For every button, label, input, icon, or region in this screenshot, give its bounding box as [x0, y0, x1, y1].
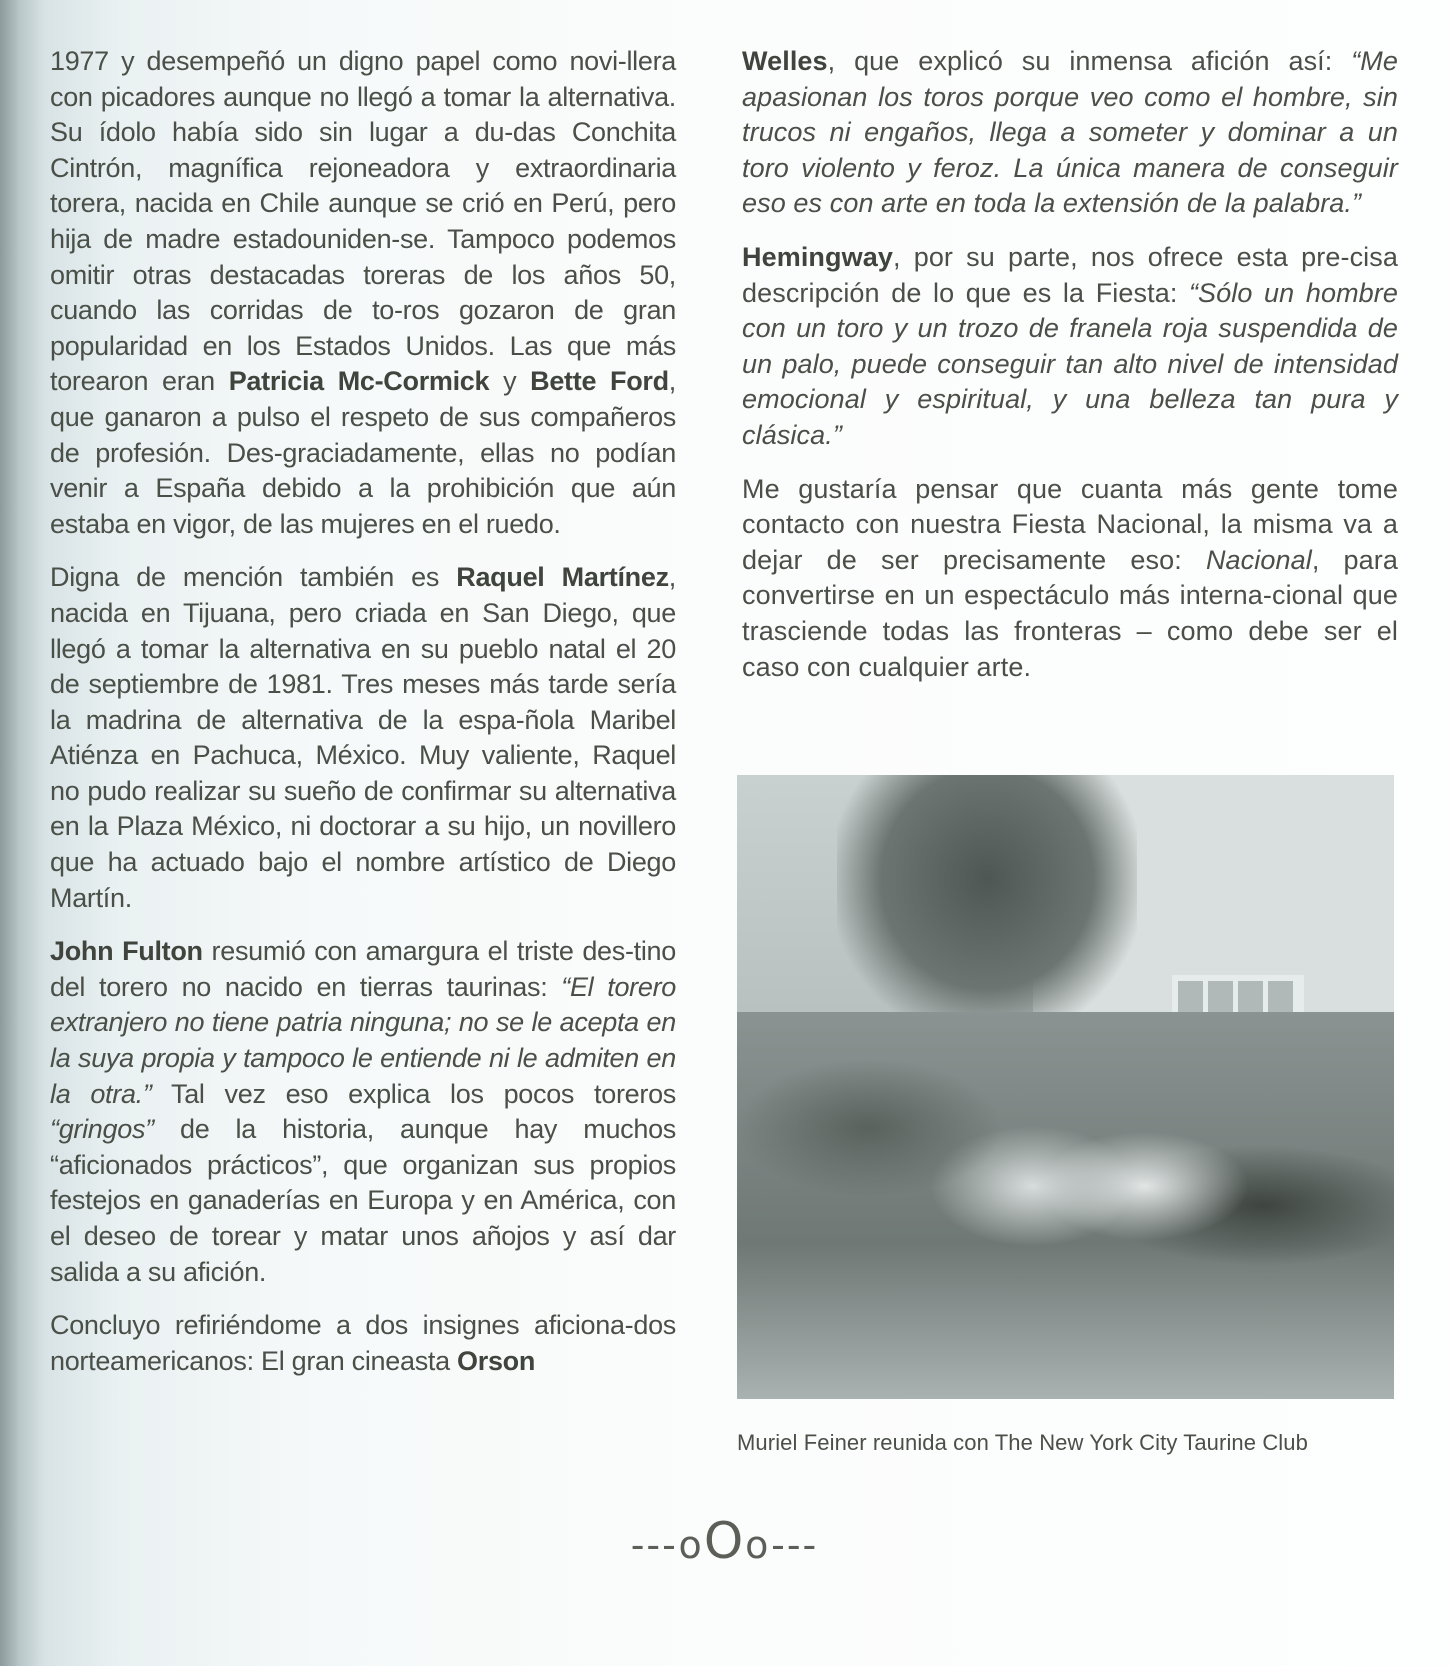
paragraph: 1977 y desempeñó un digno papel como novi-llera con picadores aunque no llegó a tomar la alternativa. Su ídolo había sido sin lugar a du-das Conchita Cintrón, magnífica rejoneadora y extraordinaria torera, nacida en Chile aunque se crió en Perú, pero hija de madre estadouniden-se. Tampoco podemos omitir otras destacadas toreras de los años 50, cuando las corridas de to-ros gozaron de gran popularidad en los Estados Unidos. Las que más torearon eran Patricia Mc-Cormick y Bette Ford, que ganaron a pulso el respeto de sus compañeros de profesión. Des-graciadamente, ellas no podían venir a España debido a la prohibición que aún estaba en vigor, de las mujeres en el ruedo.	[50, 46, 676, 539]
paragraph: Welles, que explicó su inmensa afición así: “Me apasionan los toros porque veo como el hombre, sin trucos ni engaños, llega a someter y dominar a un toro violento y feroz. La única manera de conseguir eso es con arte en toda la extensión de la palabra.”	[742, 46, 1398, 219]
name-orson: Orson	[457, 1345, 536, 1376]
name-hemingway: Hemingway	[742, 241, 893, 272]
group-photo	[737, 775, 1394, 1399]
paragraph: Hemingway, por su parte, nos ofrece esta pre-cisa descripción de lo que es la Fiesta: “Sólo un hombre con un toro y un trozo de franela roja suspendida de un palo, puede conseguir tan alto nivel de intensidad emocional y espiritual, y una belleza tan pura y clásica.”	[742, 241, 1398, 450]
quote: “Sólo un hombre con un toro y un trozo de franela roja suspendida de un palo, puede conseguir tan alto nivel de intensidad emocional y espiritual, y una belleza tan pura y clásica.”	[742, 277, 1398, 450]
paragraph: Digna de mención también es Raquel Martínez, nacida en Tijuana, pero criada en San Diego, que llegó a tomar la alternativa en su pueblo natal el 20 de septiembre de 1981. Tres meses más tarde sería la madrina de alternativa de la espa-ñola Maribel Atiénza en Pachuca, México. Muy valiente, Raquel no pudo realizar su sueño de confirmar su alternativa en la Plaza México, ni doctorar a su hijo, un novillero que ha actuado bajo el nombre artístico de Diego Martín.	[50, 562, 676, 913]
section-ornament: ---oOo---	[630, 1512, 819, 1570]
paragraph: John Fulton resumió con amargura el triste des-tino del torero no nacido en tierras taurinas: “El torero extranjero no tiene patria ninguna; no se le acepta en la suya propia y tampoco le entiende ni le admiten en la otra.” Tal vez eso explica los pocos toreros “gringos” de la historia, aunque hay muchos “aficionados prácticos”, que organizan sus propios festejos en ganaderías en Europa y en América, con el deseo de torear y matar unos añojos y así dar salida a su afición.	[50, 936, 676, 1287]
quote: “Me apasionan los toros porque veo como el hombre, sin trucos ni engaños, llega a someter y dominar a un toro violento y feroz. La única manera de conseguir eso es con arte en toda la extensión de la palabra.”	[742, 46, 1398, 219]
photo-people	[737, 1012, 1394, 1399]
paragraph: Concluyo refiriéndome a dos insignes aficiona-dos norteamericanos: El gran cineasta Orson	[50, 1310, 676, 1376]
photo-caption: Muriel Feiner reunida con The New York City Taurine Club	[737, 1430, 1308, 1455]
right-column	[742, 44, 1398, 703]
name-welles: Welles	[742, 46, 828, 76]
quote: “El torero extranjero no tiene patria ninguna; no se le acepta en la suya propia y tampoco le entiende ni le admiten en la otra.”	[50, 971, 676, 1109]
name-raquel-martinez: Raquel Martínez	[456, 562, 669, 593]
name-john-fulton: John Fulton	[50, 936, 203, 967]
name-patricia-mccormick: Patricia Mc-Cormick	[228, 366, 490, 397]
left-column	[50, 44, 676, 1397]
photo-plant	[837, 775, 1137, 1035]
name-bette-ford: Bette Ford	[530, 366, 669, 397]
paragraph: Me gustaría pensar que cuanta más gente tome contacto con nuestra Fiesta Nacional, la misma va a dejar de ser precisamente eso: Nacional, para convertirse en un espectáculo más interna-cional que trasciende todas las fronteras – como debe ser el caso con cualquier arte.	[742, 473, 1398, 682]
